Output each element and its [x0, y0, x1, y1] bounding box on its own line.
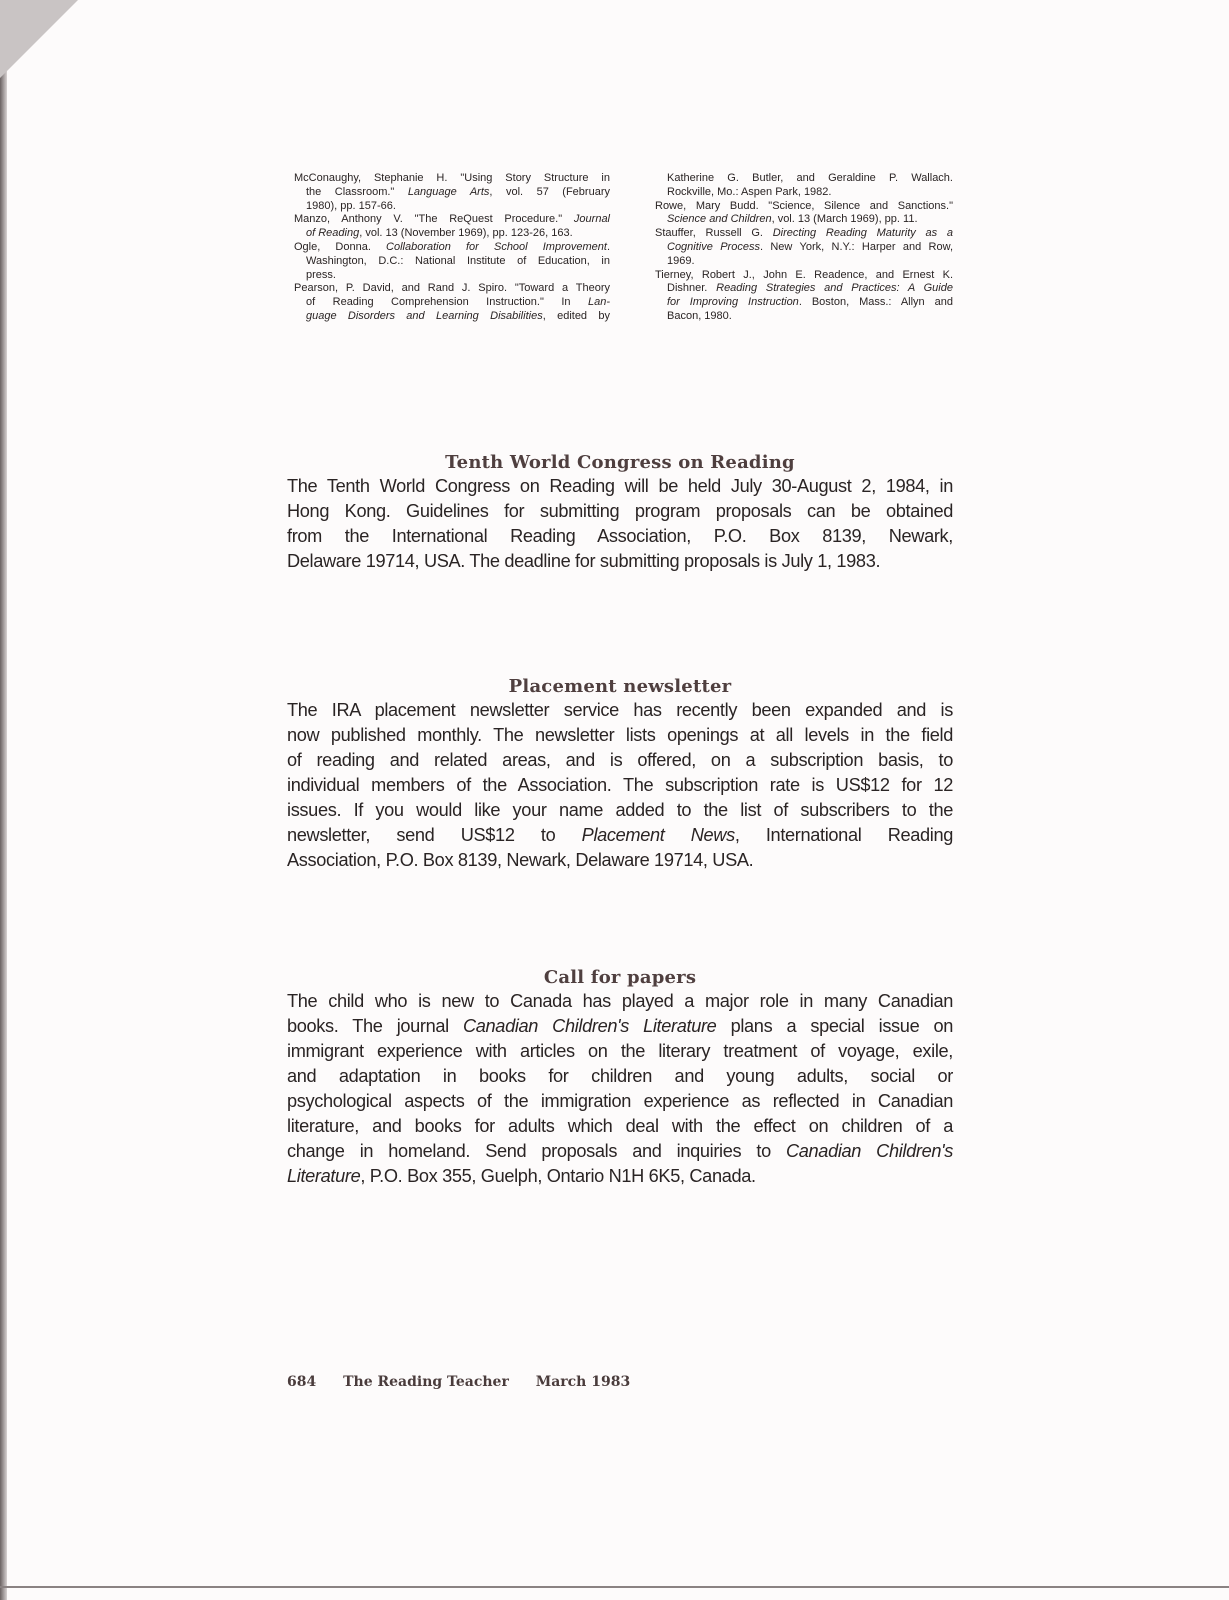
- text-run: Rockville, Mo.: Aspen Park, 1982.: [667, 185, 832, 198]
- references-right-column: [655, 172, 953, 324]
- text-run: from the International Reading Association, P.O. Box 8139, Newark,: [287, 526, 953, 546]
- text-run: , P.O. Box 355, Guelph, Ontario N1H 6K5, Canada.: [360, 1166, 756, 1186]
- reference-line: [655, 213, 953, 227]
- paragraph-line: [287, 1064, 953, 1089]
- text-run: Katherine G. Butler, and Geraldine P. Wallach.: [667, 172, 953, 184]
- text-run: , edited by: [542, 309, 610, 322]
- section-placement-newsletter: [287, 676, 953, 873]
- text-run: issues. If you would like your name added to the list of subscribers to the: [287, 800, 953, 820]
- reference-line: [655, 172, 953, 186]
- paragraph-line: [287, 1139, 953, 1164]
- paragraph-line: [287, 698, 953, 723]
- section-body: [287, 989, 953, 1189]
- text-run: . New York, N.Y.: Harper and Row,: [759, 240, 954, 253]
- text-run: 1969.: [667, 254, 695, 267]
- text-run: , vol. 13 (March 1969), pp. 11.: [771, 213, 918, 226]
- text-run: , International Reading: [734, 825, 954, 845]
- paragraph-line: [287, 848, 953, 873]
- text-run: newsletter, send US$12 to: [287, 825, 582, 845]
- text-run: The IRA placement newsletter service has recently been expanded and is: [287, 700, 953, 720]
- text-run: McConaughy, Stephanie H. "Using Story Structure in: [294, 172, 610, 184]
- italic-title: Science and Children: [667, 213, 772, 226]
- reference-line: [655, 227, 953, 241]
- reference-line: [655, 200, 953, 214]
- text-run: of Reading Comprehension Instruction." In: [306, 296, 588, 309]
- paragraph-line: [287, 989, 953, 1014]
- issue-date: March 1983: [535, 1374, 631, 1390]
- text-run: . Boston, Mass.: Allyn and: [798, 296, 953, 309]
- paragraph-line: [287, 474, 953, 499]
- reference-line: [294, 213, 610, 227]
- paragraph-line: [287, 773, 953, 798]
- reference-line: [294, 241, 610, 255]
- text-run: individual members of the Association. The subscription rate is US$12 for 12: [287, 775, 953, 795]
- scan-edge-bottom: [0, 1586, 1229, 1588]
- paragraph-line: [287, 823, 953, 848]
- text-run: The Tenth World Congress on Reading will be held July 30-August 2, 1984, in: [287, 476, 953, 496]
- paragraph-line: [287, 1039, 953, 1064]
- section-world-congress: [287, 452, 953, 574]
- italic-title: for Improving Instruction: [667, 296, 799, 309]
- italic-title: Literature: [287, 1166, 361, 1186]
- paragraph-line: [287, 1014, 953, 1039]
- journal-name: The Reading Teacher: [343, 1374, 509, 1390]
- text-run: Tierney, Robert J., John E. Readence, and Ernest K.: [655, 268, 953, 281]
- text-run: , vol. 13 (November 1969), pp. 123-26, 163.: [359, 227, 573, 240]
- reference-line: [294, 296, 610, 310]
- italic-title: Journal: [573, 213, 610, 226]
- scan-edge-left: [0, 0, 7, 1600]
- text-run: The child who is new to Canada has played a major role in many Canadian: [287, 991, 953, 1011]
- text-run: Delaware 19714, USA. The deadline for submitting proposals is July 1, 1983.: [287, 551, 881, 571]
- reference-line: [655, 255, 953, 269]
- text-run: Rowe, Mary Budd. "Science, Silence and Sanctions.": [655, 199, 953, 212]
- section-body: [287, 698, 953, 873]
- page-number: 684: [287, 1374, 317, 1390]
- italic-title: Cognitive Process: [667, 240, 760, 253]
- paragraph-line: [287, 1114, 953, 1139]
- text-run: of reading and related areas, and is offered, on a subscription basis, to: [287, 750, 953, 770]
- reference-line: [294, 172, 610, 186]
- folded-corner: [0, 0, 78, 78]
- text-run: 1980), pp. 157-66.: [306, 199, 396, 212]
- text-run: plans a special issue on: [716, 1016, 953, 1036]
- reference-line: [294, 269, 610, 283]
- text-run: Stauffer, Russell G.: [655, 227, 773, 240]
- page-footer: [287, 1374, 652, 1390]
- paragraph-line: [287, 499, 953, 524]
- paragraph-line: [287, 723, 953, 748]
- text-run: psychological aspects of the immigration experience as reflected in Canadian: [287, 1091, 953, 1111]
- text-run: Washington, D.C.: National Institute of Education, in: [306, 254, 610, 267]
- text-run: books. The journal: [287, 1016, 463, 1036]
- section-title: Call for papers: [543, 967, 697, 988]
- paragraph-line: [287, 524, 953, 549]
- text-run: Pearson, P. David, and Rand J. Spiro. "Toward a Theory: [294, 282, 610, 295]
- reference-line: [655, 310, 953, 324]
- italic-title: Reading Strategies and Practices: A Guide: [716, 282, 953, 295]
- text-run: now published monthly. The newsletter lists openings at all levels in the field: [287, 725, 953, 745]
- text-run: and adaptation in books for children and young adults, social or: [287, 1066, 953, 1086]
- italic-title: Lan-: [587, 296, 610, 309]
- text-run: Manzo, Anthony V. "The ReQuest Procedure.": [294, 213, 574, 226]
- reference-line: [294, 255, 610, 269]
- italic-title: Directing Reading Maturity as a: [772, 227, 953, 240]
- italic-title: Collaboration for School Improvement: [386, 240, 607, 253]
- italic-title: Canadian Children's Literature: [462, 1016, 717, 1036]
- section-body: [287, 474, 953, 574]
- text-run: , vol. 57 (February: [489, 185, 610, 198]
- reference-line: [294, 186, 610, 200]
- text-run: immigrant experience with articles on the literary treatment of voyage, exile,: [287, 1041, 953, 1061]
- text-run: Bacon, 1980.: [667, 309, 732, 322]
- paragraph-line: [287, 549, 953, 574]
- reference-line: [294, 310, 610, 324]
- italic-title: Language Arts: [407, 185, 490, 198]
- reference-line: [294, 200, 610, 214]
- text-run: change in homeland. Send proposals and inquiries to: [287, 1141, 786, 1161]
- paragraph-line: [287, 798, 953, 823]
- paragraph-line: [287, 748, 953, 773]
- paragraph-line: [287, 1164, 953, 1189]
- text-run: Hong Kong. Guidelines for submitting program proposals can be obtained: [287, 501, 953, 521]
- reference-line: [655, 296, 953, 310]
- reference-line: [294, 227, 610, 241]
- references-left-column: [294, 172, 610, 324]
- italic-title: of Reading: [306, 227, 360, 240]
- reference-line: [655, 241, 953, 255]
- text-run: Ogle, Donna.: [294, 240, 387, 253]
- paragraph-line: [287, 1089, 953, 1114]
- text-run: press.: [306, 268, 336, 281]
- italic-title: guage Disorders and Learning Disabilities: [306, 309, 543, 322]
- reference-line: [655, 282, 953, 296]
- italic-title: Placement News: [581, 825, 735, 845]
- reference-line: [655, 269, 953, 283]
- section-title: Placement newsletter: [508, 676, 732, 697]
- text-run: Dishner.: [667, 282, 717, 295]
- section-title: Tenth World Congress on Reading: [445, 452, 795, 473]
- text-run: Association, P.O. Box 8139, Newark, Delaware 19714, USA.: [287, 850, 754, 870]
- section-call-for-papers: [287, 967, 953, 1189]
- text-run: .: [606, 240, 611, 253]
- reference-line: [294, 282, 610, 296]
- italic-title: Canadian Children's: [785, 1141, 953, 1161]
- text-run: the Classroom.": [306, 185, 408, 198]
- text-run: literature, and books for adults which deal with the effect on children of a: [287, 1116, 953, 1136]
- reference-line: [655, 186, 953, 200]
